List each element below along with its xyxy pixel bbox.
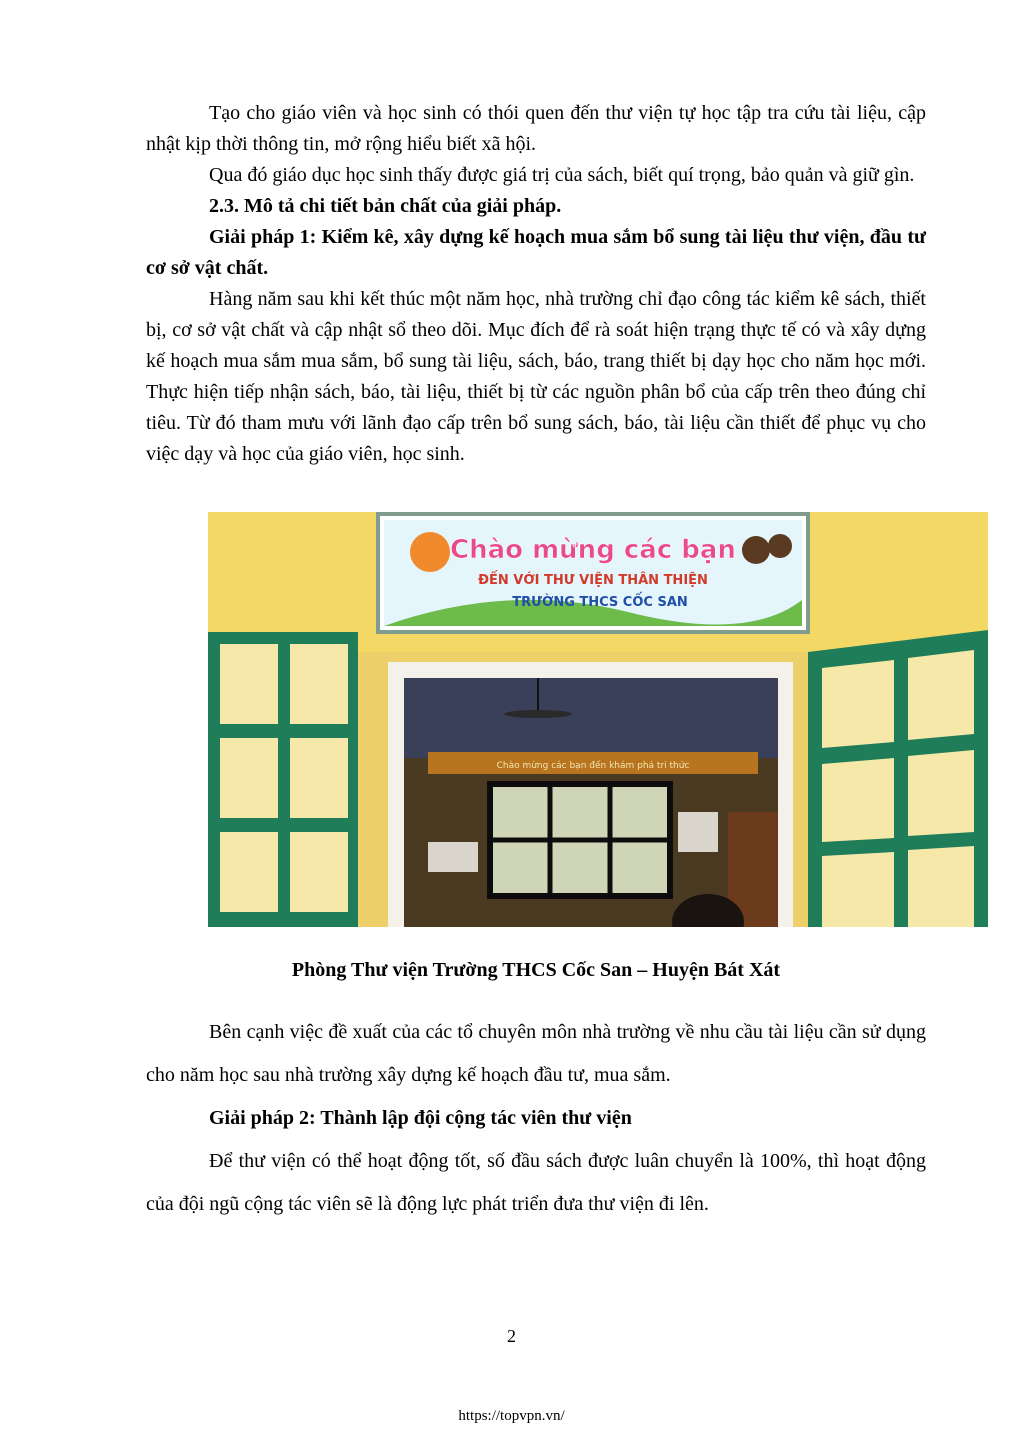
- page-number: 2: [507, 1326, 516, 1346]
- text-block-bottom: [146, 1011, 926, 1226]
- solution1-body: Hàng năm sau khi kết thúc một năm học, nhà trường chỉ đạo công tác kiểm kê sách, thiết bị, cơ sở vật chất và cập nhật sổ theo dõi. Mục đích để rà soát hiện trạng thực tế có và xây dựng kế hoạch mua sắm mua sắm, bổ sung tài liệu, sách, báo, trang thiết bị dạy học cho năm học mới. Thực hiện tiếp nhận sách, báo, tài liệu, thiết bị từ các nguồn phân bổ của cấp trên theo đúng chỉ tiêu. Từ đó tham mưu với lãnh đạo cấp trên bổ sung sách, báo, tài liệu cần thiết để phục vụ cho việc dạy và học của giáo viên, học sinh.: [146, 288, 926, 465]
- paragraph-proposal: Bên cạnh việc đề xuất của các tổ chuyên môn nhà trường về nhu cầu tài liệu cần sử dụng cho năm học sau nhà trường xây dựng kế hoạch đầu tư, mua sắm.: [146, 1021, 926, 1086]
- inside-banner: Chào mừng các bạn đến khám phá tri thức: [496, 761, 690, 771]
- library-photo: [208, 512, 988, 927]
- right-window-shutter: [808, 630, 988, 927]
- sign-subtitle: ĐẾN VỚI THƯ VIỆN THÂN THIỆN: [478, 573, 708, 588]
- sign-title: Chào mừng các bạn: [450, 535, 736, 565]
- paragraph-habit: Tạo cho giáo viên và học sinh có thói quen đến thư viện tự học tập tra cứu tài liệu, cập nhật kịp thời thông tin, mở rộng hiểu biết xã hội.: [146, 102, 926, 155]
- library-entrance-illustration: [208, 512, 988, 927]
- left-window-shutter: [208, 632, 358, 927]
- solution2-heading: Giải pháp 2: Thành lập đội cộng tác viên thư viện: [209, 1107, 632, 1129]
- paragraph-value-of-books: Qua đó giáo dục học sinh thấy được giá trị của sách, biết quí trọng, bảo quản và giữ gìn.: [209, 164, 915, 186]
- solution1-heading: Giải pháp 1: Kiểm kê, xây dựng kế hoạch mua sắm bổ sung tài liệu thư viện, đầu tư cơ sở vật chất.: [146, 226, 926, 279]
- sign-school: TRƯỜNG THCS CỐC SAN: [512, 595, 688, 610]
- photo-caption: Phòng Thư viện Trường THCS Cốc San – Huyện Bát Xát: [291, 959, 781, 981]
- solution2-body: Để thư viện có thể hoạt động tốt, số đầu sách được luân chuyển là 100%, thì hoạt động của đội ngũ cộng tác viên sẽ là động lực phát triển đưa thư viện đi lên.: [146, 1150, 926, 1215]
- footer-url-link[interactable]: https://topvpn.vn/: [458, 1408, 565, 1424]
- text-block-top: [146, 98, 926, 470]
- section-heading: 2.3. Mô tả chi tiết bản chất của giải pháp.: [209, 195, 562, 217]
